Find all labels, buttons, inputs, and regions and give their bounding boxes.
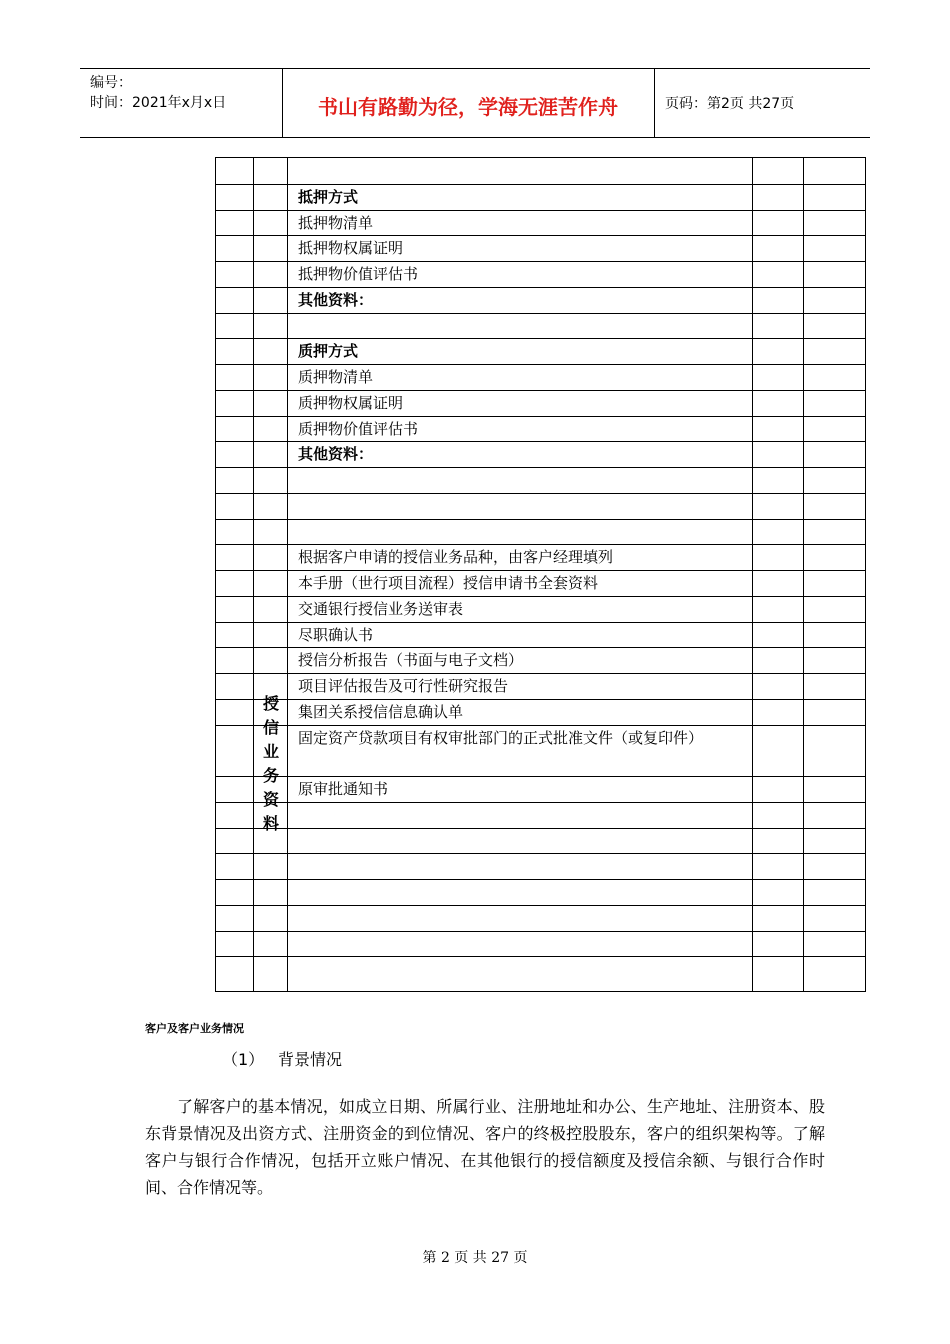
table-row-divider bbox=[216, 287, 865, 288]
table-column-divider bbox=[803, 158, 804, 991]
header-page-info: 页码：第2页 共27页 bbox=[665, 96, 795, 112]
section-label-char: 业 bbox=[262, 742, 279, 761]
subsection-number: （1） bbox=[222, 1050, 265, 1069]
table-row-divider bbox=[216, 338, 865, 339]
table-row-divider bbox=[216, 467, 865, 468]
page-footer: 第 2 页 共 27 页 bbox=[422, 1250, 528, 1266]
table-row-divider bbox=[216, 776, 865, 777]
table-row-divider bbox=[216, 261, 865, 262]
document-checklist-table bbox=[215, 157, 866, 992]
collateral-item: 抵押方式 bbox=[298, 187, 359, 206]
table-row-divider bbox=[216, 905, 865, 906]
section-label-char: 料 bbox=[262, 814, 279, 833]
table-row-divider bbox=[216, 802, 865, 803]
table-row-divider bbox=[216, 673, 865, 674]
section-label-char: 资 bbox=[262, 790, 279, 809]
credit-material-item: 集团关系授信信息确认单 bbox=[298, 702, 464, 721]
collateral-item: 质押物权属证明 bbox=[298, 393, 404, 412]
table-row-divider bbox=[216, 956, 865, 957]
table-row-divider bbox=[216, 879, 865, 880]
table-row-divider bbox=[216, 622, 865, 623]
table-column-divider bbox=[752, 158, 753, 991]
section-label-char: 信 bbox=[262, 718, 279, 737]
collateral-item: 其他资料： bbox=[298, 445, 374, 464]
credit-material-item: 尽职确认书 bbox=[298, 625, 374, 644]
table-row-divider bbox=[216, 853, 865, 854]
section-title: 客户及客户业务情况 bbox=[145, 1022, 244, 1035]
table-row-divider bbox=[216, 235, 865, 236]
document-number-label: 编号： bbox=[90, 75, 132, 91]
table-row-divider bbox=[216, 570, 865, 571]
table-row-divider bbox=[216, 441, 865, 442]
header-motto: 书山有路勤为径，学海无涯苦作舟 bbox=[318, 95, 618, 119]
section-label-char: 务 bbox=[262, 766, 279, 785]
table-row-divider bbox=[216, 725, 865, 726]
collateral-item: 质押物价值评估书 bbox=[298, 419, 419, 438]
document-date: 时间：2021年x月x日 bbox=[90, 95, 227, 111]
page-header bbox=[80, 68, 870, 138]
collateral-item: 质押物清单 bbox=[298, 368, 374, 386]
credit-material-item: 授信分析报告（书面与电子文档） bbox=[298, 651, 524, 670]
table-row-divider bbox=[216, 493, 865, 494]
credit-material-item: 原审批通知书 bbox=[298, 780, 389, 798]
background-paragraph: 了解客户的基本情况，如成立日期、所属行业、注册地址和办公、生产地址、注册资本、股东背景情况及出资方式、注册资金的到位情况、客户的终极控股股东，客户的组织架构等。了解客户与银行合作情况，包括开立账户情况、在其他银行的授信额度及授信余额、与银行合作时间、合作情况等。 bbox=[145, 1097, 825, 1197]
collateral-item: 其他资料： bbox=[298, 290, 374, 309]
table-row-divider bbox=[216, 416, 865, 417]
credit-material-item: 根据客户申请的授信业务品种，由客户经理填列 bbox=[298, 548, 614, 567]
collateral-item: 抵押物权属证明 bbox=[298, 239, 404, 258]
collateral-item: 质押方式 bbox=[298, 342, 359, 361]
table-row-divider bbox=[216, 184, 865, 185]
collateral-item: 抵押物价值评估书 bbox=[298, 265, 419, 283]
table-row-divider bbox=[216, 364, 865, 365]
credit-materials-section-label bbox=[254, 692, 288, 836]
table-row-divider bbox=[216, 931, 865, 932]
collateral-item: 抵押物清单 bbox=[298, 213, 374, 232]
subsection-title: 背景情况 bbox=[278, 1050, 343, 1069]
credit-material-item: 项目评估报告及可行性研究报告 bbox=[298, 677, 509, 695]
table-row-divider bbox=[216, 313, 865, 314]
header-divider bbox=[654, 69, 655, 137]
table-row-divider bbox=[216, 544, 865, 545]
section-label-char: 授 bbox=[262, 694, 279, 713]
table-row-divider bbox=[216, 390, 865, 391]
table-row-divider bbox=[216, 210, 865, 211]
table-row-divider bbox=[216, 596, 865, 597]
table-row-divider bbox=[216, 519, 865, 520]
credit-material-item: 固定资产贷款项目有权审批部门的正式批准文件（或复印件） bbox=[298, 728, 704, 747]
credit-material-item: 交通银行授信业务送审表 bbox=[298, 599, 464, 618]
merged-label-cell bbox=[254, 159, 287, 544]
header-meta bbox=[90, 73, 280, 113]
table-column-divider bbox=[287, 158, 288, 991]
table-row-divider bbox=[216, 647, 865, 648]
table-row-divider bbox=[216, 828, 865, 829]
table-row-divider bbox=[216, 699, 865, 700]
credit-material-item: 本手册（世行项目流程）授信申请书全套资料 bbox=[298, 574, 599, 592]
